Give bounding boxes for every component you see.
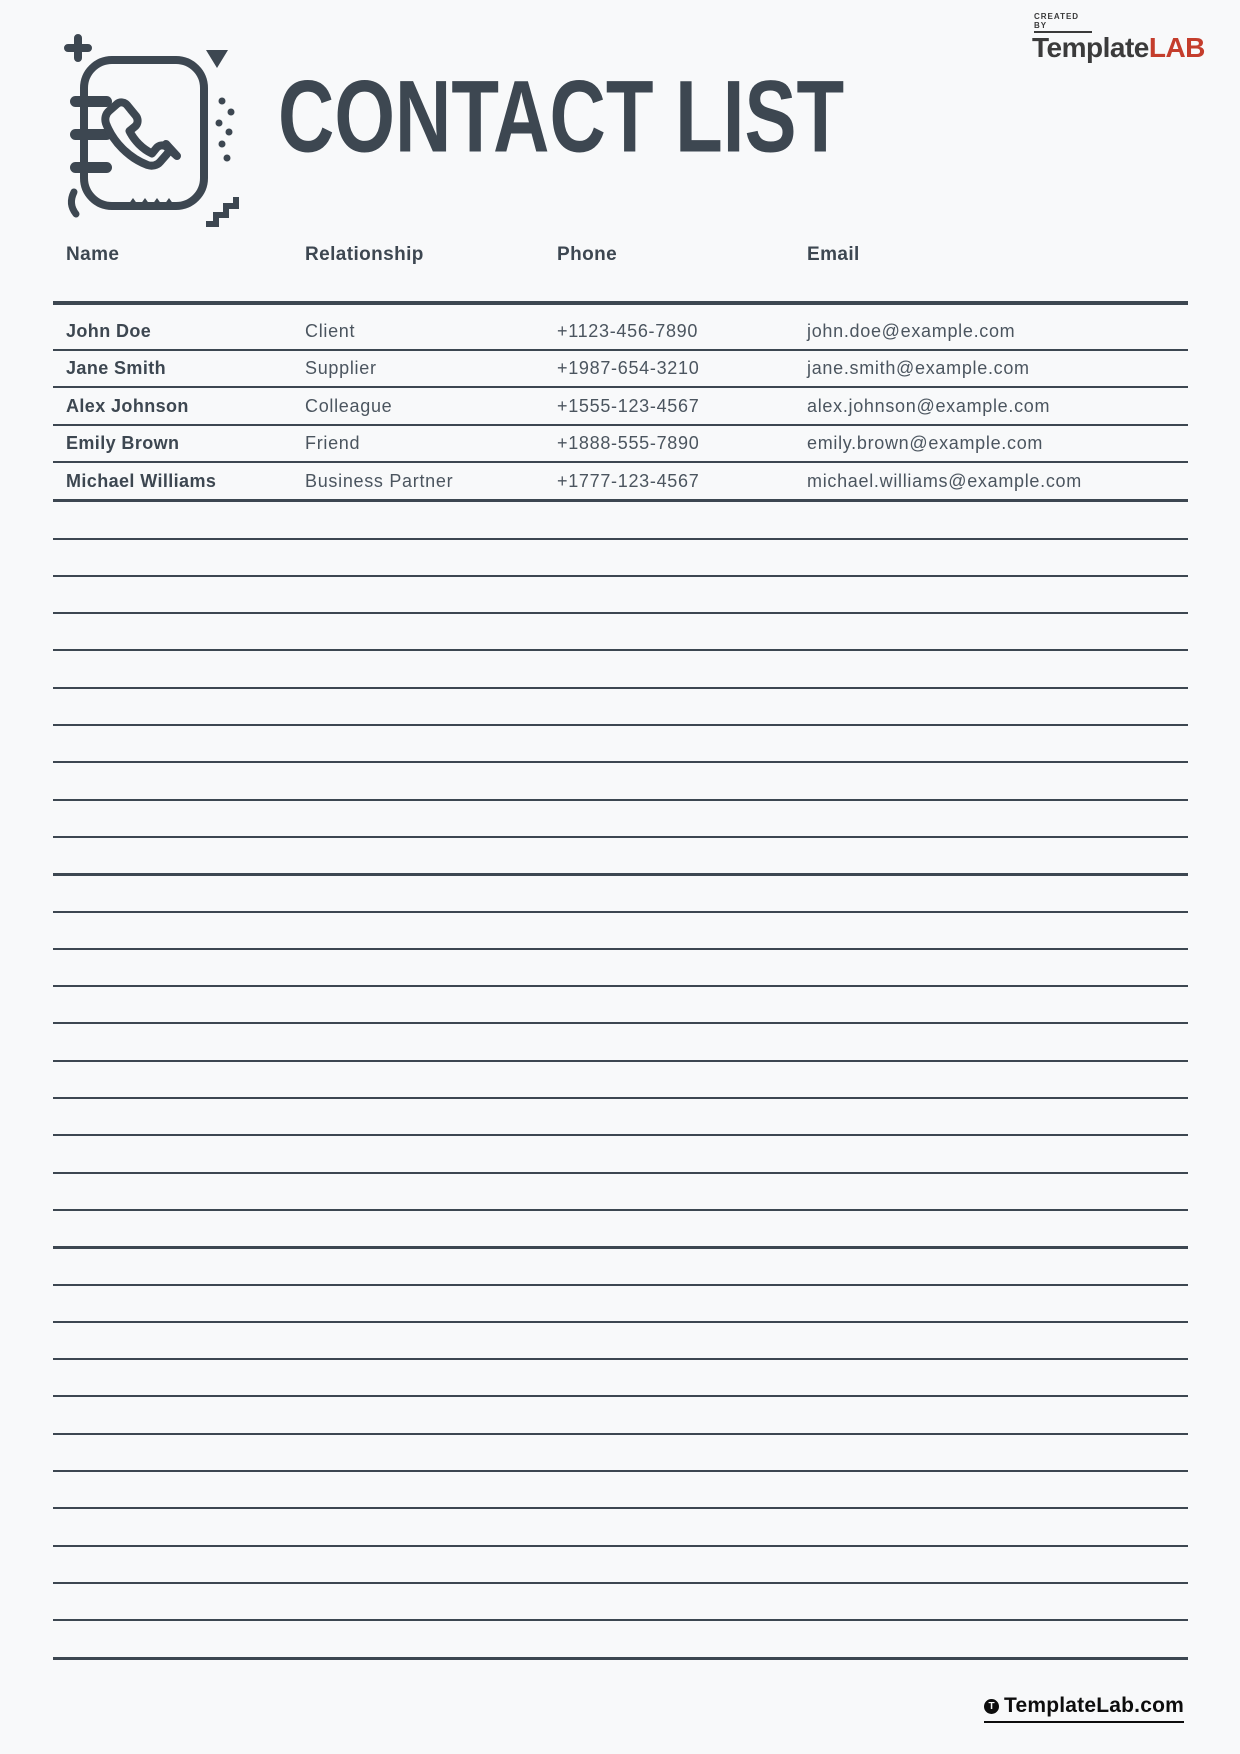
- empty-row-line: [53, 612, 1188, 614]
- empty-row-line: [53, 1097, 1188, 1099]
- empty-row-line: [53, 538, 1188, 540]
- empty-row-line: [53, 1582, 1188, 1584]
- contact-email: jane.smith@example.com: [807, 358, 1030, 378]
- table-row: [53, 358, 1188, 388]
- empty-row-line: [53, 1209, 1188, 1211]
- table-row: [53, 396, 1188, 426]
- empty-row-line: [53, 1507, 1188, 1509]
- templatelab-badge-icon: T: [984, 1699, 999, 1714]
- footer-link-label: TemplateLab.com: [1004, 1694, 1184, 1717]
- empty-row-line: [53, 948, 1188, 950]
- table-row: [53, 321, 1188, 351]
- empty-row-line: [53, 687, 1188, 689]
- empty-row-line: [53, 1619, 1188, 1621]
- contact-name: Michael Williams: [66, 471, 217, 491]
- templatelab-wordmark: [1032, 32, 1205, 63]
- templatelab-logo: [1032, 12, 1205, 63]
- table-header-divider: [53, 301, 1188, 305]
- empty-row-line: [53, 724, 1188, 726]
- empty-row-line: [53, 1657, 1188, 1660]
- wordmark-accent: LAB: [1148, 32, 1205, 63]
- empty-row-line: [53, 836, 1188, 838]
- row-divider: [53, 461, 1188, 463]
- contact-relationship: Friend: [305, 433, 361, 453]
- contact-relationship: Business Partner: [305, 471, 454, 491]
- wordmark-primary: Template: [1032, 32, 1149, 63]
- empty-row-line: [53, 911, 1188, 913]
- contact-name: Jane Smith: [66, 358, 167, 378]
- empty-row-line: [53, 1395, 1188, 1397]
- contact-email: alex.johnson@example.com: [807, 396, 1051, 416]
- contact-book-phone-icon: [46, 28, 246, 233]
- empty-row-line: [53, 649, 1188, 651]
- empty-row-line: [53, 1284, 1188, 1286]
- empty-row-line: [53, 1060, 1188, 1062]
- empty-row-line: [53, 761, 1188, 763]
- empty-row-line: [53, 1545, 1188, 1547]
- column-header-phone: Phone: [557, 244, 618, 265]
- table-row: [53, 471, 1188, 501]
- column-header-email: Email: [807, 244, 860, 265]
- table-body-divider: [53, 499, 1188, 502]
- empty-row-line: [53, 1134, 1188, 1136]
- empty-row-line: [53, 575, 1188, 577]
- row-divider: [53, 349, 1188, 351]
- contact-relationship: Client: [305, 321, 356, 341]
- column-header-name: Name: [66, 244, 120, 265]
- row-divider: [53, 424, 1188, 426]
- contact-name: John Doe: [66, 321, 152, 341]
- contact-phone: +1888-555-7890: [557, 433, 700, 453]
- empty-row-line: [53, 1470, 1188, 1472]
- page-title: CONTACT LIST: [278, 59, 845, 175]
- contact-name: Alex Johnson: [66, 396, 189, 416]
- empty-row-line: [53, 1022, 1188, 1024]
- contact-phone: +1987-654-3210: [557, 358, 700, 378]
- empty-row-line: [53, 1358, 1188, 1360]
- contact-relationship: Supplier: [305, 358, 377, 378]
- empty-row-line: [53, 799, 1188, 801]
- empty-row-line: [53, 1172, 1188, 1174]
- column-header-relationship: Relationship: [305, 244, 424, 265]
- empty-row-line: [53, 1433, 1188, 1435]
- empty-row-line: [53, 985, 1188, 987]
- contact-email: emily.brown@example.com: [807, 433, 1044, 453]
- row-divider: [53, 386, 1188, 388]
- contact-name: Emily Brown: [66, 433, 180, 453]
- empty-row-line: [53, 1246, 1188, 1249]
- created-by-label: CREATED BY: [1034, 12, 1092, 33]
- contact-email: john.doe@example.com: [807, 321, 1016, 341]
- contact-phone: +1123-456-7890: [557, 321, 699, 341]
- empty-row-line: [53, 873, 1188, 876]
- contact-email: michael.williams@example.com: [807, 471, 1082, 491]
- contact-phone: +1555-123-4567: [557, 396, 700, 416]
- contact-phone: +1777-123-4567: [557, 471, 700, 491]
- templatelab-footer-link[interactable]: [984, 1694, 1184, 1723]
- contact-relationship: Colleague: [305, 396, 393, 416]
- table-row: [53, 433, 1188, 463]
- empty-row-line: [53, 1321, 1188, 1323]
